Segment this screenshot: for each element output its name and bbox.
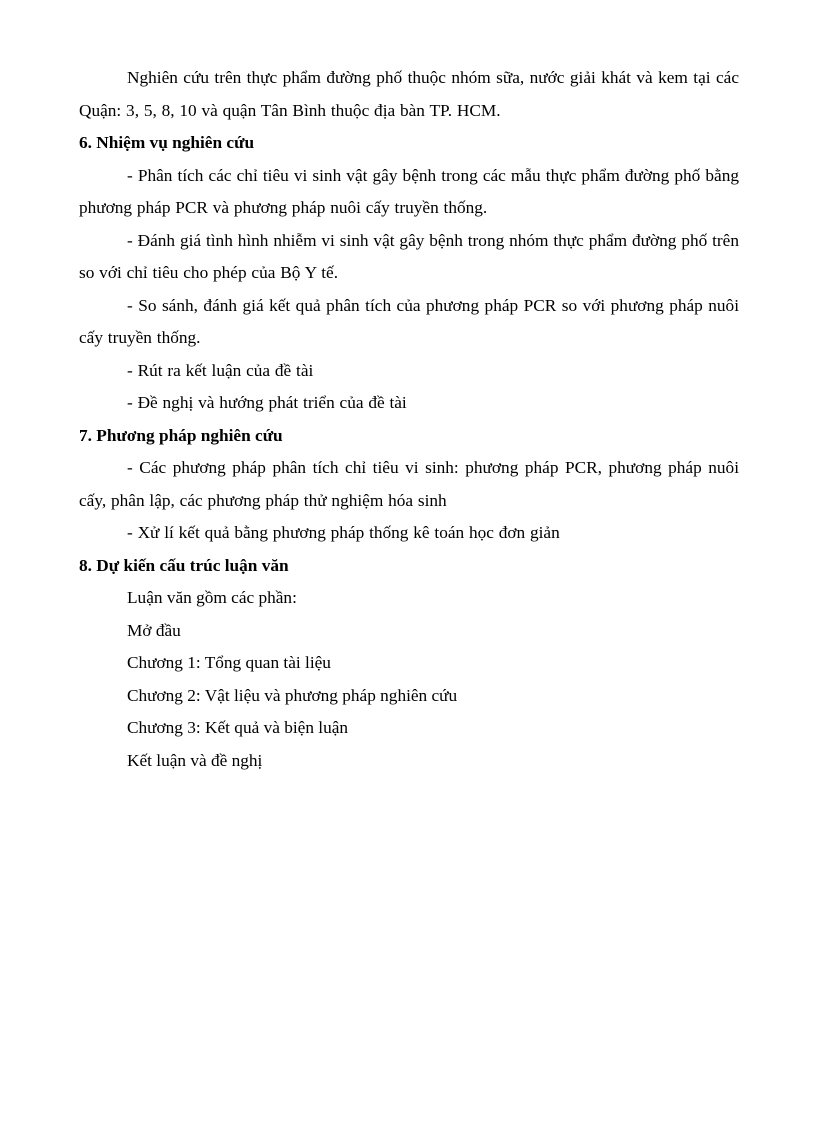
section-6-item-4: - Rút ra kết luận của đề tài	[127, 360, 314, 380]
section-7-item-2: - Xử lí kết quả bằng phương pháp thống kê toán học đơn giản	[127, 523, 560, 542]
section-8-item-5: Chương 3: Kết quả và biện luận	[127, 718, 349, 737]
section-6-item-5: - Đề nghị và hướng phát triển của đề tài	[127, 393, 407, 412]
section-6-item-3: - So sánh, đánh giá kết quả phân tích của phương pháp PCR so với phương pháp nuôi cấy truyền thống.	[79, 295, 739, 347]
section-8-item-4: Chương 2: Vật liệu và phương pháp nghiên cứu	[127, 685, 458, 705]
section-7-item-1: - Các phương pháp phân tích chỉ tiêu vi sinh: phương pháp PCR, phương pháp nuôi cấy, phân lập, các phương pháp thử nghiệm hóa sinh	[79, 458, 739, 510]
section-8-heading: 8. Dự kiến cấu trúc luận văn	[79, 555, 289, 575]
section-8-item-3: Chương 1: Tổng quan tài liệu	[127, 653, 331, 672]
section-8-item-6: Kết luận và đề nghị	[127, 750, 263, 770]
section-8-item-2: Mở đầu	[127, 620, 181, 640]
section-7-heading: 7. Phương pháp nghiên cứu	[79, 425, 283, 445]
section-6-heading: 6. Nhiệm vụ nghiên cứu	[79, 133, 255, 152]
document-body	[79, 62, 739, 777]
intro-paragraph: Nghiên cứu trên thực phẩm đường phố thuộc nhóm sữa, nước giải khát và kem tại các Quận: 3, 5, 8, 10 và quận Tân Bình thuộc địa bàn TP. HCM.	[79, 68, 739, 120]
section-6-item-2: - Đánh giá tình hình nhiễm vi sinh vật gây bệnh trong nhóm thực phẩm đường phố trên so với chỉ tiêu cho phép của Bộ Y tế.	[79, 230, 739, 282]
section-6-item-1: - Phân tích các chỉ tiêu vi sinh vật gây bệnh trong các mẫu thực phẩm đường phố bằng phương pháp PCR và phương pháp nuôi cấy truyền thống.	[79, 165, 739, 217]
section-8-item-1: Luận văn gồm các phần:	[127, 588, 297, 607]
